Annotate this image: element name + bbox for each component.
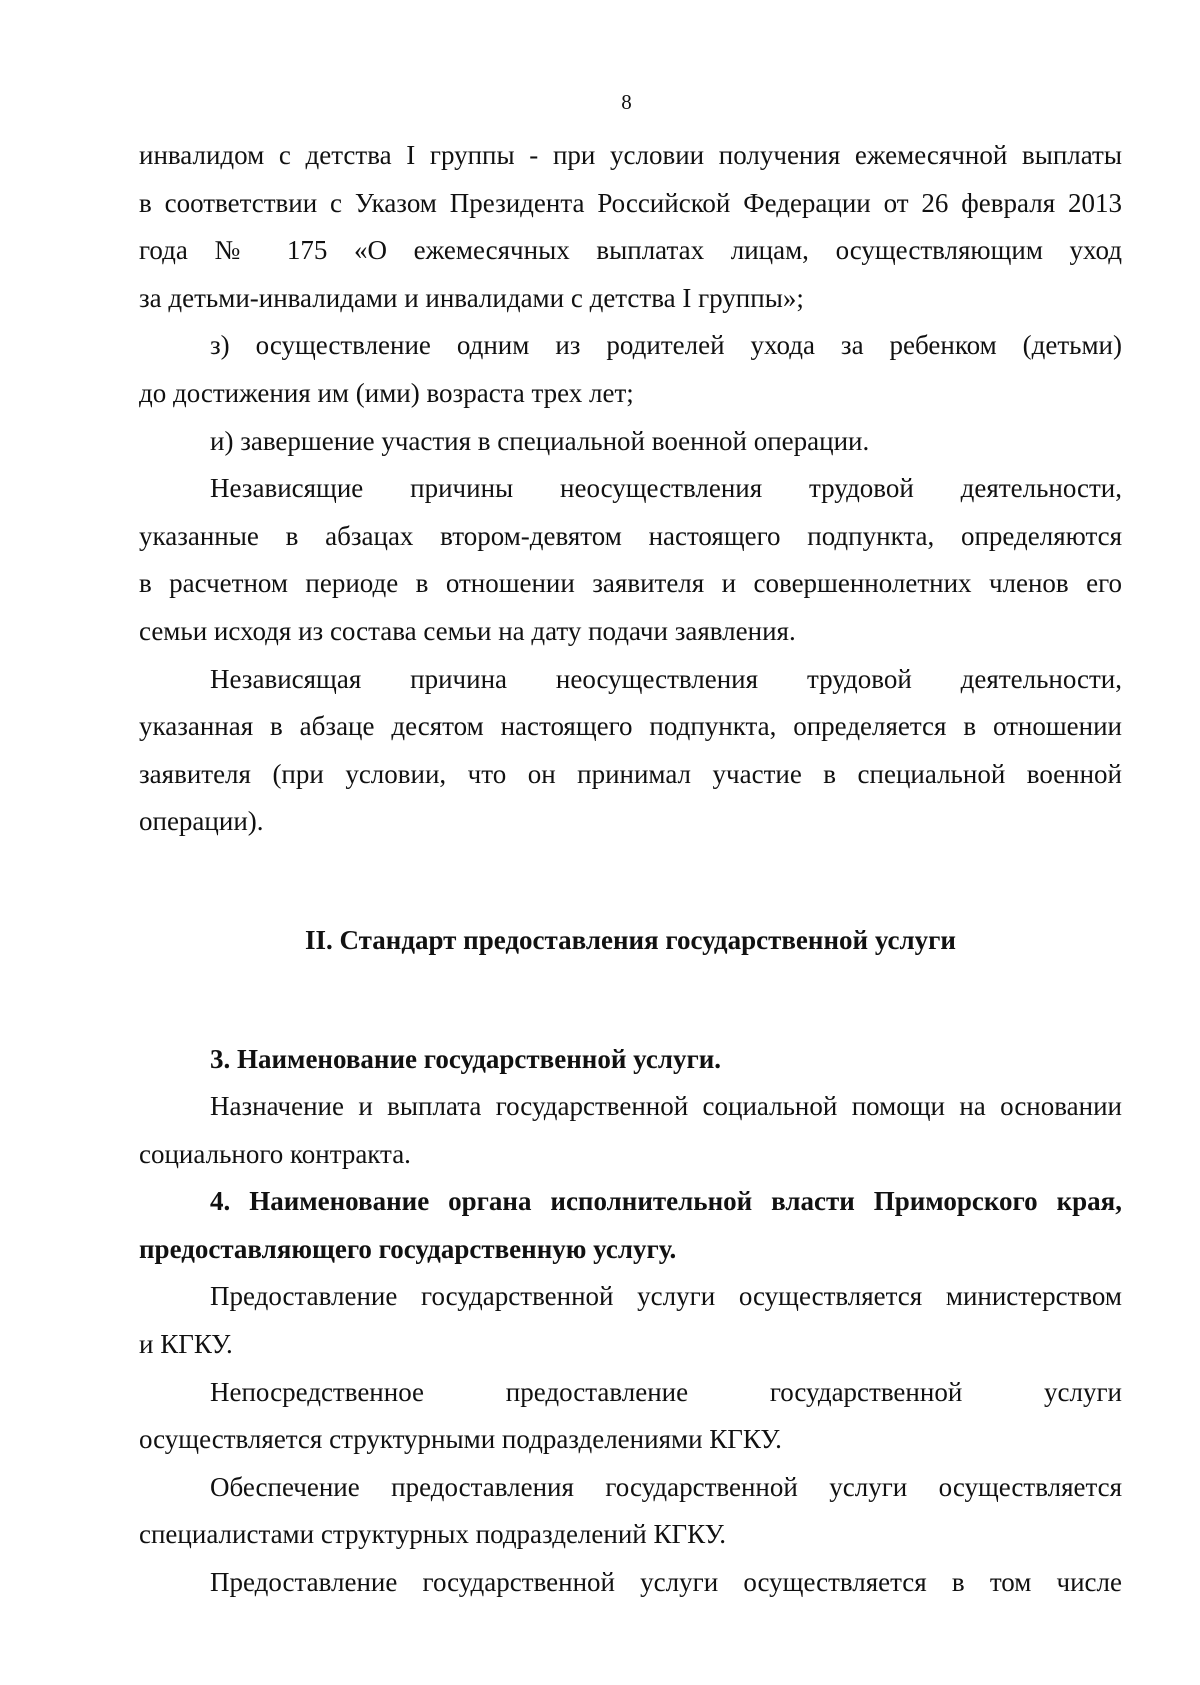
text-line: Непосредственное предоставление государственной услуги [210, 1376, 1122, 1407]
text-line: в соответствии с Указом Президента Российской Федерации от 26 февраля 2013 [139, 187, 1122, 218]
text-line: семьи исходя из состава семьи на дату подачи заявления. [139, 615, 796, 646]
paragraph-independent-reason [139, 656, 1122, 846]
text-line: и КГКУ. [139, 1329, 233, 1360]
text-line: Независящая причина неосуществления трудовой деятельности, [210, 663, 1122, 694]
subsection-4-paragraph [139, 1369, 1122, 1464]
paragraph-continuation [139, 132, 1122, 322]
paragraph-independent-reasons [139, 465, 1122, 655]
text-line: Назначение и выплата государственной социальной помощи на основании [210, 1091, 1122, 1122]
subsection-4-heading [139, 1178, 1122, 1273]
text-line: и) завершение участия в специальной военной операции. [210, 425, 870, 456]
text-line: года № 175 «О ежемесячных выплатах лицам, осуществляющим уход [139, 235, 1122, 266]
subsection-4-paragraph [139, 1464, 1122, 1559]
text-line: до достижения им (ими) возраста трех лет; [139, 377, 634, 408]
text-line: Обеспечение предоставления государственной услуги осуществляется [210, 1471, 1122, 1502]
subsection-4-paragraph [139, 1273, 1122, 1368]
subsection-4-paragraph [139, 1559, 1122, 1607]
text-line: предоставляющего государственную услугу. [139, 1233, 677, 1264]
text-line: социального контракта. [139, 1138, 411, 1169]
text-line: в расчетном периоде в отношении заявителя и совершеннолетних членов его [139, 568, 1122, 599]
text-line: 4. Наименование органа исполнительной власти Приморского края, [210, 1186, 1122, 1217]
text-line: Предоставление государственной услуги осуществляется министерством [210, 1281, 1122, 1312]
text-line: операции). [139, 806, 264, 837]
document-body [139, 132, 1122, 1607]
text-line: указанная в абзаце десятом настоящего подпункта, определяется в отношении [139, 711, 1122, 742]
subsection-3 [139, 1036, 1122, 1179]
text-line: инвалидом с детства I группы - при условии получения ежемесячной выплаты [139, 140, 1122, 170]
text-line: Независящие причины неосуществления трудовой деятельности, [210, 473, 1122, 504]
text-line: осуществляется структурными подразделениями КГКУ. [139, 1424, 782, 1455]
text-line: специалистами структурных подразделений КГКУ. [139, 1519, 727, 1550]
paragraph-item-i [139, 418, 1122, 466]
paragraph-item-z [139, 322, 1122, 417]
text-line: Предоставление государственной услуги осуществляется в том числе [210, 1567, 1122, 1598]
text-line: з) осуществление одним из родителей ухода за ребенком (детьми) [210, 330, 1122, 361]
subsection-3-heading: 3. Наименование государственной услуги. [210, 1043, 722, 1074]
section-heading: II. Стандарт предоставления государственной услуги [305, 924, 956, 955]
text-line: заявителя (при условии, что он принимал участие в специальной военной [139, 758, 1122, 789]
text-line: за детьми-инвалидами и инвалидами с детства I группы»; [139, 282, 804, 313]
page-number: 8 [621, 90, 632, 114]
text-line: указанные в абзацах втором-девятом настоящего подпункта, определяются [139, 520, 1122, 551]
